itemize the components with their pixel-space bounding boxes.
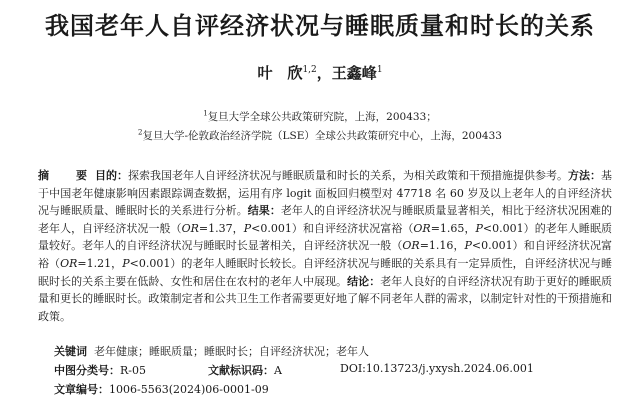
objective-text: 探索我国老年人自评经济状况与睡眠质量和时长的关系，为相关政策和干预措施提供参考。 — [128, 169, 568, 182]
paper-title: 我国老年人自评经济状况与睡眠质量和时长的关系 — [45, 12, 595, 40]
document-code — [208, 362, 282, 378]
results-text-4: ）和自评经济状况富裕（ — [38, 239, 613, 270]
results-text-3: ）的老年人睡眠质量较好。老年人的自评经济状况与睡眠时长显著相关，自评经济状况一般（ — [38, 221, 613, 253]
conclusion-label: 结论： — [347, 274, 381, 288]
or-symbol: OR — [413, 221, 431, 235]
p-symbol: P — [464, 239, 472, 253]
abstract-label: 摘 要 — [38, 169, 95, 182]
keywords-value: 老年健康；睡眠质量；睡眠时长；自评经济状况；老年人 — [94, 345, 369, 358]
or-symbol: OR — [402, 239, 420, 253]
classification-line — [54, 362, 534, 378]
affiliation-1-marker: 1 — [203, 109, 208, 118]
keywords-label: 关键词 — [54, 345, 87, 358]
p-value: <0.001 — [482, 221, 524, 235]
author-wang-xinfeng-affil: 1 — [376, 65, 383, 75]
affiliation-2-text: 复旦大学-伦敦政治经济学院（LSE）全球公共政策研究中心，上海，200433 — [142, 130, 502, 142]
affiliation-2 — [0, 128, 640, 143]
conclusion-text: 老年人良好的自评经济状况有助于更好的睡眠质量和更长的睡眠时长。政策制定者和公共卫生工作者需要更好地了解不同老年人群的需求，以制定针对性的干预措施和政策。 — [38, 274, 613, 323]
author-ye-xin: 叶 欣 — [257, 64, 303, 82]
article-number-value: 1006-5563(2024)06-0001-09 — [109, 383, 269, 396]
or-value-2: 1.65 — [439, 221, 465, 235]
results-text-5: ）的老年人睡眠时长较长。自评经济状况与睡眠的关系具有一定异质性，自评经济状况与睡眠时长的关系主要在低龄、女性和居住在农村的老年人中展现。 — [38, 256, 613, 288]
affiliation-1 — [0, 109, 640, 124]
p-symbol: P — [475, 221, 483, 235]
or-value-1: 1.37 — [208, 221, 233, 235]
author-separator: ， — [316, 64, 332, 82]
methods-text: 基于中国老年健康影响因素跟踪调查数据，运用有序 logit 面板回归模型对 47718 名 60 岁及以上老年人的自评经济状况与睡眠质量、睡眠时长的关系进行分析。 — [38, 169, 612, 218]
p-symbol: P — [122, 256, 130, 270]
results-label: 结果： — [247, 204, 281, 218]
doi: DOI:10.13723/j.yxysh.2024.06.001 — [340, 362, 534, 375]
or-symbol: OR — [181, 221, 199, 235]
author-wang-xinfeng: 王鑫峰 — [331, 64, 377, 82]
affiliation-1-text: 复旦大学全球公共政策研究院，上海，200433； — [207, 111, 437, 123]
clc-label: 中图分类号： — [54, 364, 120, 377]
results-text-2: ）和自评经济状况富裕（ — [291, 221, 414, 235]
affiliation-2-marker: 2 — [138, 128, 143, 137]
article-number-label: 文章编号： — [54, 383, 109, 396]
or-value-4: 1.21 — [86, 256, 112, 270]
abstract-paragraph: 摘 要目的：探索我国老年人自评经济状况与睡眠质量和时长的关系，为相关政策和干预措施提供参考。方法：基于中国老年健康影响因素跟踪调查数据，运用有序 logit 面板回归模型对 47718 名 60 岁及以上老年人的自评经济状况与睡眠质量、睡眠时长的关系进行分析。结果：老年人的自评经济状况与睡眠质量显著相关，相比于经济状况困难的老年人，自评经济状况一般（OR=1.37，P<0.001）和自评经济状况富裕（OR=1.65，P<0.001）的老年人睡眠质量较好。老年人的自评经济状况与睡眠时长显著相关，自评经济状况一般（OR=1.16，P<0.001）和自评经济状况富裕（OR=1.21，P<0.001）的老年人睡眠时长较长。自评经济状况与睡眠的关系具有一定异质性，自评经济状况与睡眠时长的关系主要在低龄、女性和居住在农村的老年人中展现。结论：老年人良好的自评经济状况有助于更好的睡眠质量和更长的睡眠时长。政策制定者和公共卫生工作者需要更好地了解不同老年人群的需求，以制定针对性的干预措施和政策。 — [38, 169, 613, 323]
document-code-label: 文献标识码： — [208, 364, 274, 377]
or-value-3: 1.16 — [428, 239, 454, 253]
p-value: <0.001 — [471, 239, 513, 253]
methods-label: 方法： — [568, 169, 601, 182]
p-value: <0.001 — [251, 221, 292, 235]
clc-value: R-05 — [120, 364, 146, 377]
p-symbol: P — [243, 221, 252, 235]
results-text-1: 老年人的自评经济状况与睡眠质量显著相关，相比于经济状况困难的老年人，自评经济状况一般（ — [38, 204, 613, 235]
p-value: <0.001 — [129, 256, 171, 270]
author-line — [0, 62, 640, 83]
objective-label: 目的： — [95, 169, 128, 182]
article-number-line — [54, 381, 269, 397]
author-ye-xin-affil: 1,2 — [302, 65, 317, 75]
keywords-line — [54, 343, 369, 359]
or-symbol: OR — [60, 256, 78, 270]
document-code-value: A — [274, 364, 282, 377]
